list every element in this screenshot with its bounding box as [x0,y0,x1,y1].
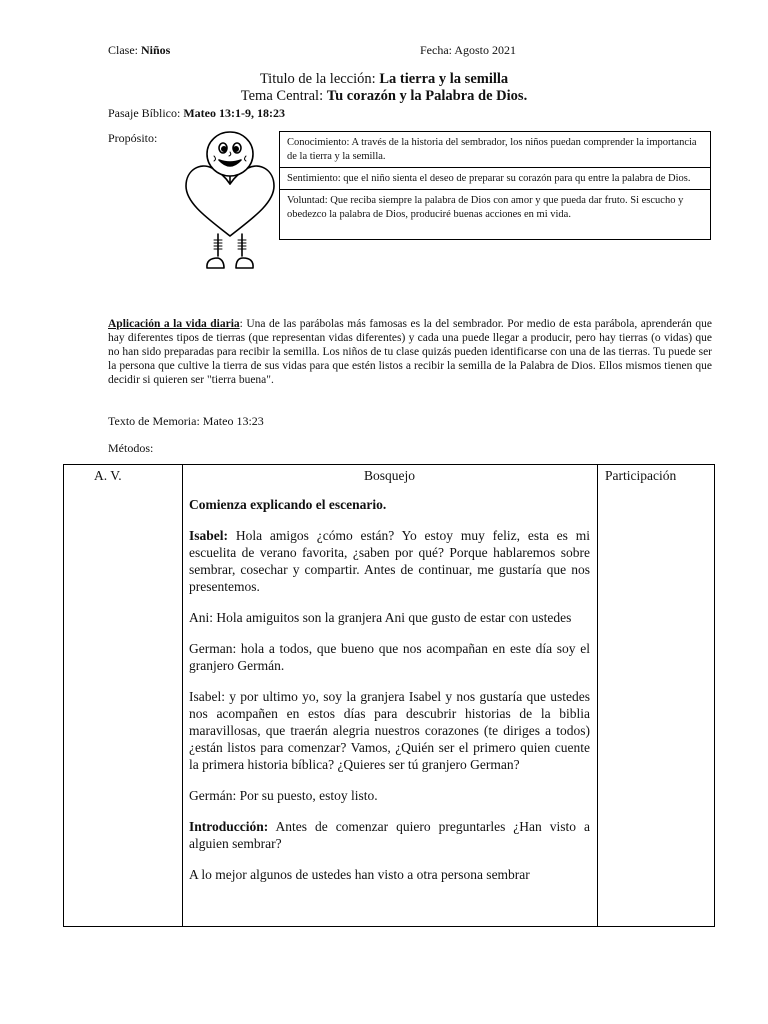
av-column [64,465,183,926]
central-theme-label: Tema Central: [240,88,324,104]
purpose-table [279,131,711,240]
class-field [108,43,170,58]
outline-column [182,465,598,926]
purpose-will: Voluntad: Que reciba siempre la palabra de Dios con amor y que pueda dar fruto. Si escucho y obedezco la palabra de Dios, produciré buenas acciones en mi vida. [287,195,684,220]
purpose-feeling: Sentimiento: que el niño sienta el deseo de preparar su corazón para qu entre la palabra de Dios. [280,168,710,190]
application-label: Aplicación a la vida diaria [108,318,240,330]
outline-paragraph: Ani: Hola amiguitos son la granjera Ani que gusto de estar con ustedes [189,610,572,625]
left-shoe [207,258,224,268]
outline-paragraph: A lo mejor algunos de ustedes han visto a otra persona sembrar [189,867,530,882]
purpose-label: Propósito: [108,131,158,145]
participation-header: Participación [605,468,677,483]
sock-stripes [214,240,246,249]
class-value: Niños [141,43,171,57]
av-header: A. V. [94,468,122,483]
lesson-title-label: Titulo de la lección: [259,71,376,87]
class-label: Clase: [108,43,138,57]
outline-body [182,484,597,883]
lesson-title-value: La tierra y la semilla [379,71,509,87]
head [207,132,253,176]
purpose-knowledge: Conocimiento: A través de la historia del sembrador, los niños puedan comprender la importancia de la tierra y la semilla. [280,132,710,168]
outline-paragraph: Introducción: Antes de comenzar quiero preguntarles ¿Han visto a alguien sembrar? [189,819,590,851]
right-shoe [236,258,253,268]
daily-life-application [108,317,712,387]
heart-character-illustration [180,128,280,273]
lesson-title-block [0,71,768,105]
bible-passage-label: Pasaje Bíblico: [108,106,181,120]
date-field: Fecha: Agosto 2021 [420,43,516,57]
bible-passage-value: Mateo 13:1-9, 18:23 [183,106,285,120]
central-theme-value: Tu corazón y la Palabra de Dios. [326,88,528,104]
outline-paragraph: Comienza explicando el escenario. [189,497,387,512]
outline-paragraph: German: hola a todos, que bueno que nos acompañan en este día soy el granjero Germán. [189,641,590,673]
lesson-title [0,71,768,88]
outline-paragraph: Isabel: y por ultimo yo, soy la granjera Isabel y nos gustaría que ustedes nos acompañen en estos días para descubrir historias de la biblia maravillosas, que traerán alegria nuestros corazones (te diriges a todos) ¿están listos para comenzar? Vamos, ¿Quién ser el primero quien cuente la primera historia bíblica? ¿Quieres ser tú granjero German? [189,689,590,772]
bible-passage [108,106,285,121]
lesson-outline-table [63,464,715,927]
methods-label: Métodos: [108,441,154,455]
application-text: : Una de las parábolas más famosas es la del sembrador. Por medio de esta parábola, aprenderán que hay diferentes tipos de tierras (que representan vidas diferentes) y cada una puede llegar a producir, pero hay tierras (o vidas) que no han sido preparadas para recibir la semilla. Los niños de tu clase quizás pueden identificarse con una de las tierras. Tu puede ser la persona que cultive la tierra de sus vidas para que estén listos a recibir la semilla de la Palabra de Dios. Ellos mismos tienen que decidir si quieren ser "tierra buena". [108,318,712,386]
participation-column [598,465,714,926]
memory-verse: Texto de Memoria: Mateo 13:23 [108,414,264,428]
central-theme [0,88,768,105]
outline-paragraph: Isabel: Hola amigos ¿cómo están? Yo estoy muy feliz, esta es mi escuelita de verano favorita, ¿saben por qué? Porque hablaremos sobre sembrar, cosechar y compartir. Antes de continuar, me gustaría que nos presentemos. [189,528,590,594]
outline-paragraph: Germán: Por su puesto, estoy listo. [189,788,378,803]
outline-header: Bosquejo [363,468,415,483]
